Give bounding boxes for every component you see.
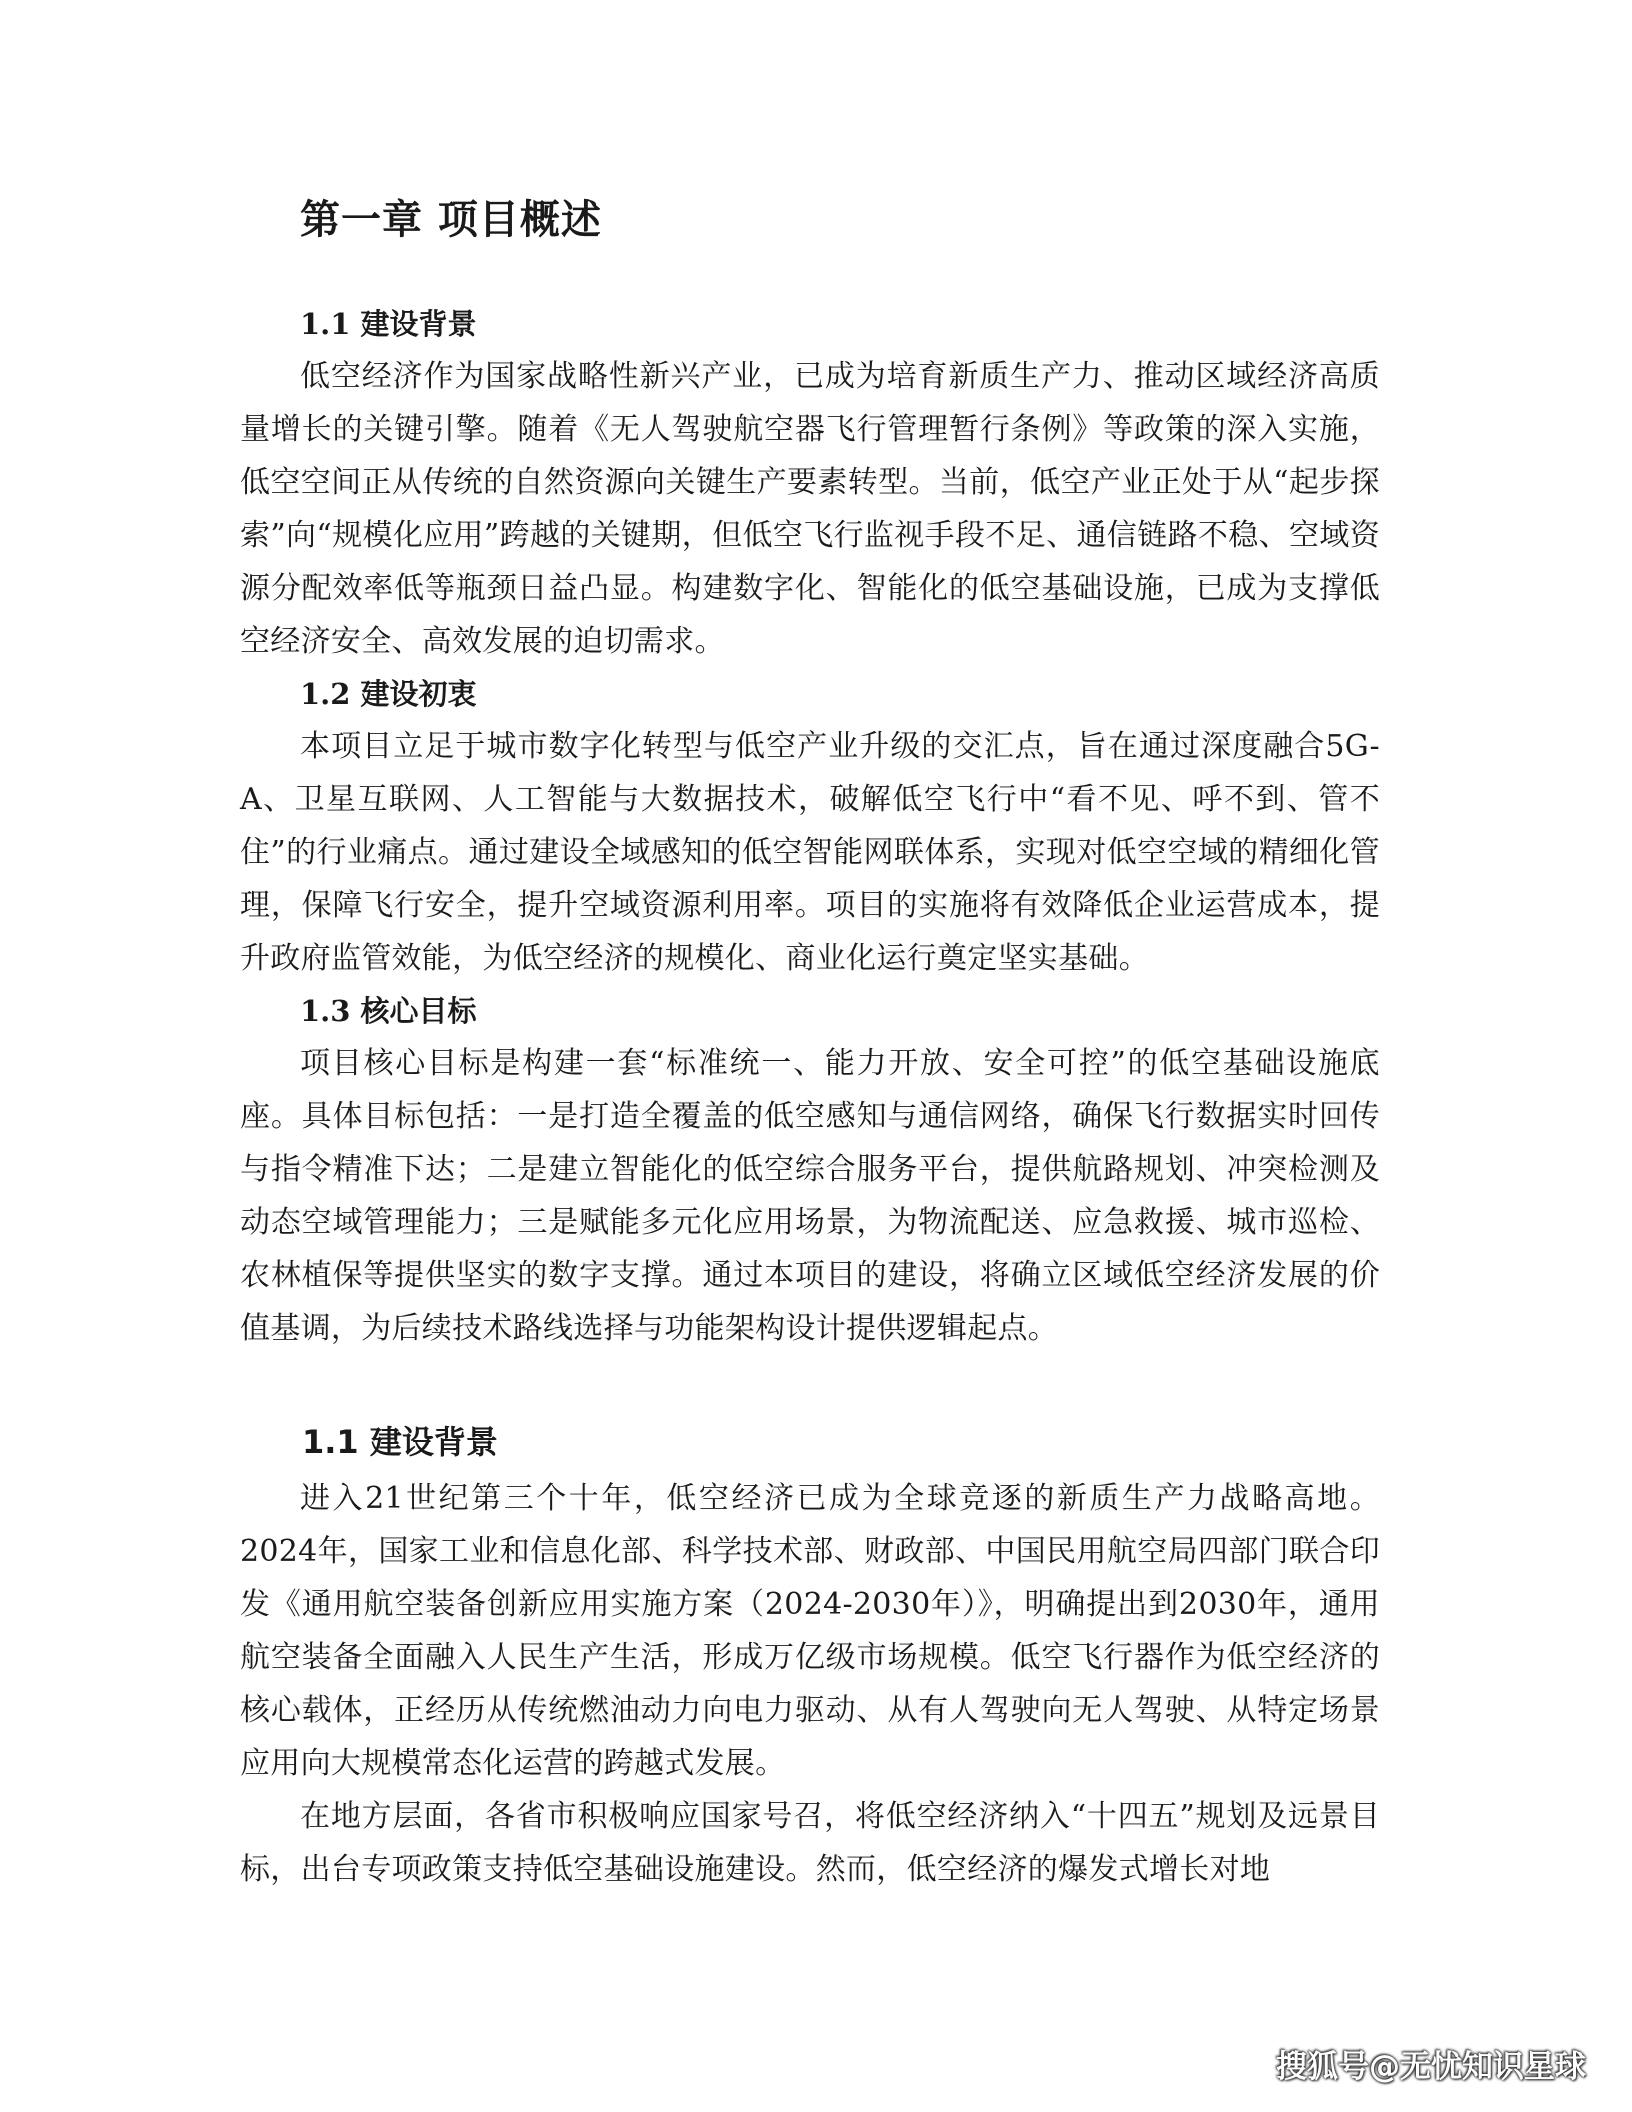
watermark-text: 搜狐号@无忧知识星球 bbox=[1276, 2049, 1586, 2085]
section-paragraph: 在地方层面，各省市积极响应国家号召，将低空经济纳入“十四五”规划及远景目标，出台专项政策支持低空基础设施建设。然而，低空经济的爆发式增长对地 bbox=[240, 1799, 1380, 1887]
subsection-paragraph: 本项目立足于城市数字化转型与低空产业升级的交汇点，旨在通过深度融合5G-A、卫星互联网、人工智能与大数据技术，破解低空飞行中“看不见、呼不到、管不住”的行业痛点。通过建设全域感知的低空智能网联体系，实现对低空空域的精细化管理，保障飞行安全，提升空域资源利用率。项目的实施将有效降低企业运营成本，提升政府监管效能，为低空经济的规模化、商业化运行奠定坚实基础。 bbox=[240, 729, 1380, 976]
background-block bbox=[240, 1412, 1380, 1896]
subsection-heading: 1.2 建设初衷 bbox=[300, 677, 477, 711]
subsection-heading: 1.1 建设背景 bbox=[300, 307, 477, 341]
subsection-paragraph: 低空经济作为国家战略性新兴产业，已成为培育新质生产力、推动区域经济高质量增长的关键引擎。随着《无人驾驶航空器飞行管理暂行条例》等政策的深入实施，低空空间正从传统的自然资源向关键生产要素转型。当前，低空产业正处于从“起步探索”向“规模化应用”跨越的关键期，但低空飞行监视手段不足、通信链路不稳、空域资源分配效率低等瓶颈日益凸显。构建数字化、智能化的低空基础设施，已成为支撑低空经济安全、高效发展的迫切需求。 bbox=[240, 359, 1380, 659]
chapter-title: 第一章 项目概述 bbox=[300, 197, 602, 243]
section-paragraph: 进入21世纪第三个十年，低空经济已成为全球竞逐的新质生产力战略高地。2024年，国家工业和信息化部、科学技术部、财政部、中国民用航空局四部门联合印发《通用航空装备创新应用实施方案（2024-2030年）》，明确提出到2030年，通用航空装备全面融入人民生产生活，形成万亿级市场规模。低空飞行器作为低空经济的核心载体，正经历从传统燃油动力向电力驱动、从有人驾驶向无人驾驶、从特定场景应用向大规模常态化运营的跨越式发展。 bbox=[240, 1481, 1380, 1781]
overview-block bbox=[240, 298, 1380, 1355]
subsection-heading: 1.3 核心目标 bbox=[300, 994, 477, 1028]
subsection-paragraph: 项目核心目标是构建一套“标准统一、能力开放、安全可控”的低空基础设施底座。具体目标包括：一是打造全覆盖的低空感知与通信网络，确保飞行数据实时回传与指令精准下达；二是建立智能化的低空综合服务平台，提供航路规划、冲突检测及动态空域管理能力；三是赋能多元化应用场景，为物流配送、应急救援、城市巡检、农林植保等提供坚实的数字支撑。通过本项目的建设，将确立区域低空经济发展的价值基调，为后续技术路线选择与功能架构设计提供逻辑起点。 bbox=[240, 1046, 1380, 1346]
section-heading: 1.1 建设背景 bbox=[302, 1423, 498, 1461]
